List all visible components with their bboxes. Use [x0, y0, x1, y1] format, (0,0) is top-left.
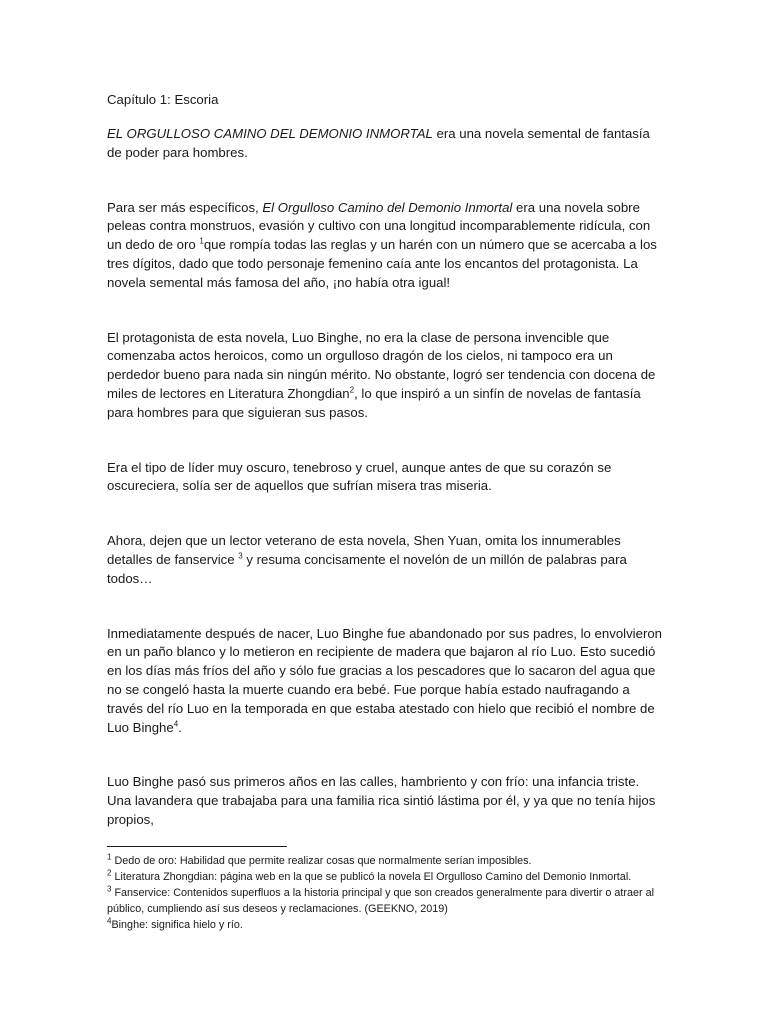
- footnote-ref-4[interactable]: 4: [173, 719, 179, 729]
- footnote-3: $^3$ Fanservice: Contenidos superfluos a la historia principal y que son creados generalmente para divertir o atraer al público, cumpliendo así sus deseos y reclamaciones. (GEEKNO, 2019): [107, 884, 654, 915]
- footnote-number: 3: [107, 884, 112, 894]
- paragraph-2: Para ser más específicos, El Orgulloso Camino del Demonio Inmortal era una novela sobre peleas contra monstruos, evasión y cultivo con una longitud incomparablemente ridícula, con un dedo de oro $^1$que rompía todas las reglas y un harén con un número que se acercaba a los tres dígitos, dado que todo personaje femenino caía ante los encantos del protagonista. La novela semental más famosa del año, ¡no había otra igual!: [107, 199, 657, 290]
- footnote-separator: [107, 846, 287, 847]
- document-body: [107, 90, 667, 830]
- footnote-1: $^1$ Dedo de oro: Habilidad que permite realizar cosas que normalmente serían imposibles.: [107, 852, 532, 867]
- novel-title-italic: El Orgulloso Camino del Demonio Inmortal: [262, 199, 513, 215]
- paragraph-7: Luo Binghe pasó sus primeros años en las calles, hambriento y con frío: una infancia triste. Una lavandera que trabajaba para una familia rica sintió lástima por él, y ya que no tenía hijos propios,: [107, 774, 656, 827]
- paragraph-6: Inmediatamente después de nacer, Luo Binghe fue abandonado por sus padres, lo envolvieron en un paño blanco y lo metieron en recipiente de madera que bajaron al río Luo. Esto sucedió en los días más fríos del año y sólo fue gracias a los pescadores que lo sacaron del agua que no se congeló hasta la muerte cuando era bebé. Fue porque había estado naufragando a través del río Luo en la temporada en que estaba atestado con hielo que recibió el nombre de Luo Binghe$^4$.: [107, 625, 663, 735]
- footnote-2: $^2$ Literatura Zhongdian: página web en la que se publicó la novela El Orgulloso Camino del Demonio Inmortal.: [107, 868, 632, 883]
- chapter-title: Capítulo 1: Escoria: [107, 92, 219, 107]
- paragraph-5: Ahora, dejen que un lector veterano de esta novela, Shen Yuan, omita los innumerables detalles de fanservice $^3$ y resuma concisamente el novelón de un millón de palabras para todos…: [107, 533, 627, 586]
- footnote-number: 4: [107, 916, 112, 926]
- footnote-4: $^4$Binghe: significa hielo y río.: [107, 916, 243, 931]
- footnote-ref-2[interactable]: 2: [349, 385, 355, 395]
- paragraph-3: El protagonista de esta novela, Luo Binghe, no era la clase de persona invencible que comenzaba actos heroicos, como un orgulloso dragón de los cielos, ni tampoco era un perdedor bueno para nada sin ningún mérito. No obstante, logró ser tendencia con docena de miles de lectores en Literatura Zhongdian$^2$, lo que inspiró a un sinfín de novelas de fantasía para hombres para que siguieran sus pasos.: [107, 329, 656, 420]
- footnote-ref-3[interactable]: 3: [238, 551, 243, 561]
- paragraph-1: EL ORGULLOSO CAMINO DEL DEMONIO INMORTAL era una novela semental de fantasía de poder para hombres.: [107, 126, 650, 160]
- footnote-number: 2: [107, 868, 112, 878]
- footnote-ref-1[interactable]: 1: [199, 236, 204, 246]
- footnote-number: 1: [107, 852, 112, 862]
- footnotes-section: [107, 853, 667, 933]
- paragraph-4: Era el tipo de líder muy oscuro, tenebroso y cruel, aunque antes de que su corazón se oscureciera, solía ser de aquellos que sufrían misera tras miseria.: [107, 459, 612, 494]
- novel-title-italic: EL ORGULLOSO CAMINO DEL DEMONIO INMORTAL: [107, 126, 433, 141]
